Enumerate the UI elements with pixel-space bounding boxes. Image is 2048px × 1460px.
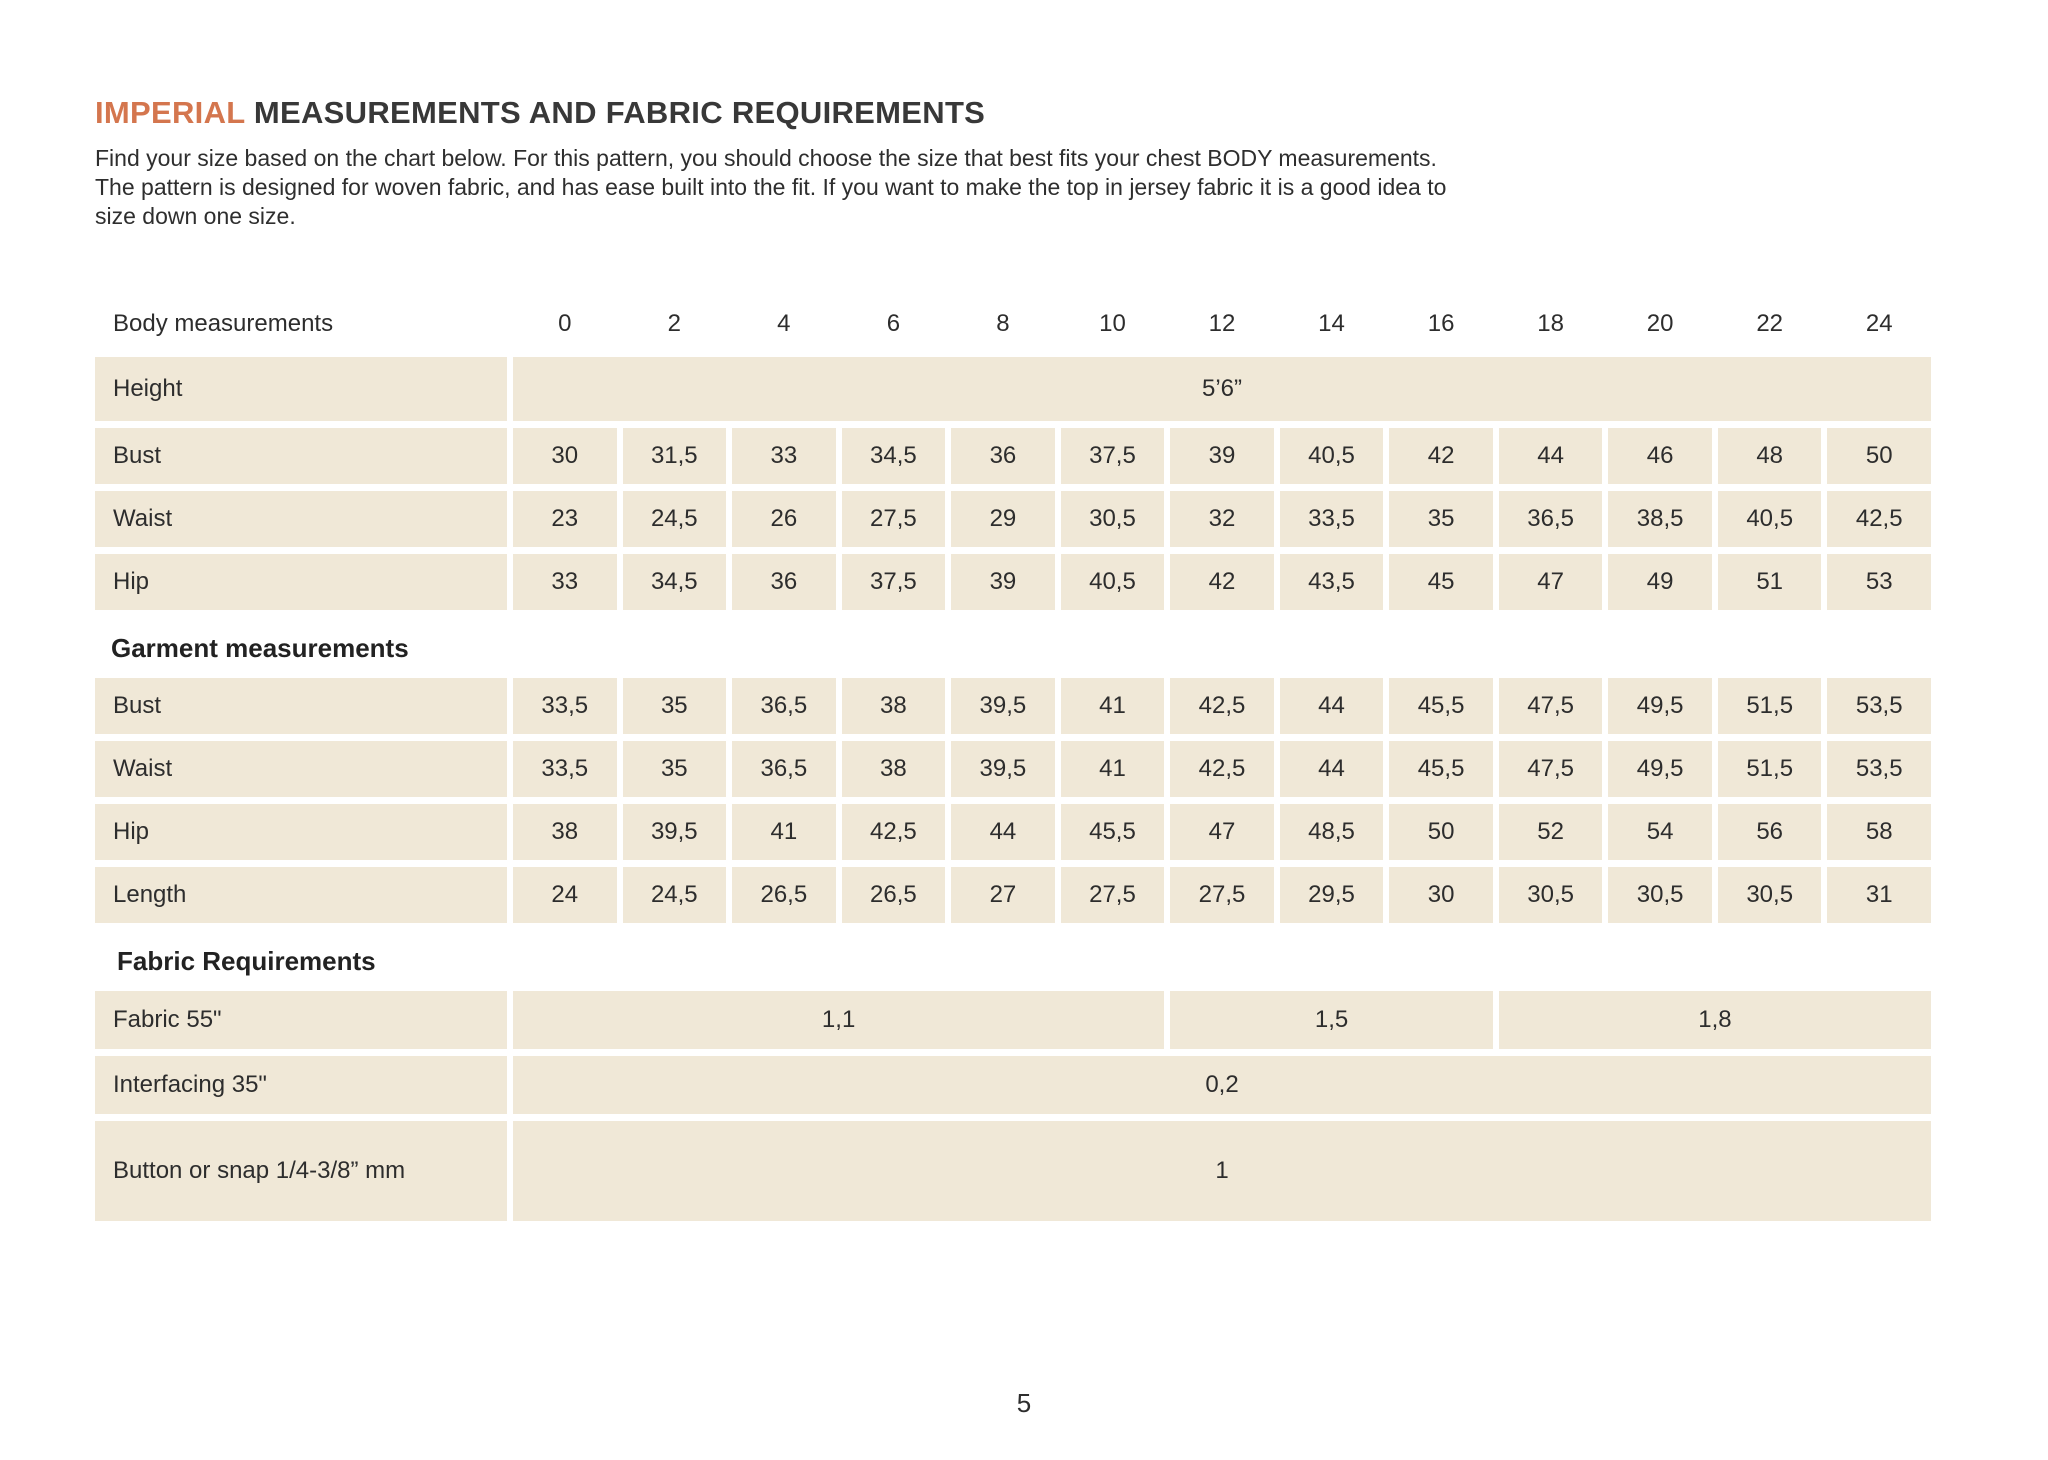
size-header-cell-text: 6 bbox=[886, 310, 901, 338]
value-cell-text: 39,5 bbox=[979, 755, 1027, 783]
value-cell-text: 39 bbox=[1208, 442, 1236, 470]
size-header-cell-text: 10 bbox=[1099, 310, 1126, 338]
value-cell bbox=[732, 428, 836, 484]
value-cell bbox=[623, 867, 727, 923]
value-cell-text: 30 bbox=[551, 442, 579, 470]
value-cell bbox=[732, 554, 836, 610]
value-cell-text: 36 bbox=[989, 442, 1017, 470]
value-cell bbox=[513, 491, 617, 547]
value-cell bbox=[1718, 491, 1822, 547]
value-cell bbox=[1061, 491, 1165, 547]
value-cell bbox=[842, 678, 946, 734]
header-label-cell bbox=[95, 303, 507, 345]
value-cell-text: 33 bbox=[770, 442, 798, 470]
value-cell-text: 53,5 bbox=[1855, 692, 1903, 720]
value-cell-text: 40,5 bbox=[1746, 505, 1794, 533]
value-cell bbox=[1827, 554, 1931, 610]
row-label-cell bbox=[95, 1121, 507, 1221]
size-header-cell bbox=[732, 303, 836, 345]
value-cell-text: 36 bbox=[770, 568, 798, 596]
value-cell bbox=[1061, 804, 1165, 860]
value-cell-text: 46 bbox=[1646, 442, 1674, 470]
size-header-cell bbox=[1389, 303, 1493, 345]
value-cell bbox=[1608, 867, 1712, 923]
value-cell-text: 24,5 bbox=[650, 881, 698, 909]
value-cell bbox=[1827, 678, 1931, 734]
value-cell-text: 31 bbox=[1865, 881, 1893, 909]
value-cell-text: 30,5 bbox=[1089, 505, 1136, 533]
value-cell bbox=[1608, 491, 1712, 547]
value-cell-text: 36,5 bbox=[1527, 505, 1574, 533]
value-cell bbox=[1061, 554, 1165, 610]
value-cell-text: 33 bbox=[551, 568, 579, 596]
value-cell bbox=[1061, 428, 1165, 484]
value-cell-text: 26 bbox=[770, 505, 798, 533]
size-header-cell bbox=[1718, 303, 1822, 345]
value-cell-text: 49 bbox=[1646, 568, 1674, 596]
value-cell bbox=[951, 678, 1055, 734]
value-cell bbox=[1061, 867, 1165, 923]
value-cell bbox=[842, 554, 946, 610]
row-label-cell-text: Bust bbox=[113, 442, 162, 470]
value-cell bbox=[1280, 678, 1384, 734]
value-cell-text: 30,5 bbox=[1636, 881, 1684, 909]
table-row-bust bbox=[95, 428, 1931, 484]
value-cell bbox=[732, 804, 836, 860]
value-cell bbox=[513, 867, 617, 923]
size-header-cell bbox=[842, 303, 946, 345]
value-cell bbox=[1170, 678, 1274, 734]
value-cell bbox=[1827, 867, 1931, 923]
value-cell bbox=[1389, 428, 1493, 484]
size-header-cell-text: 18 bbox=[1537, 310, 1564, 338]
value-cell bbox=[513, 428, 617, 484]
header-label-cell-text: Body measurements bbox=[113, 310, 334, 338]
table-row-hip bbox=[95, 554, 1931, 610]
row-label-cell-text: Hip bbox=[113, 818, 150, 846]
row-label-cell-text: Bust bbox=[113, 692, 162, 720]
value-cell bbox=[623, 804, 727, 860]
value-cell bbox=[1170, 741, 1274, 797]
value-cell-text: 27 bbox=[989, 881, 1017, 909]
value-cell bbox=[1389, 867, 1493, 923]
value-cell-text: 36,5 bbox=[760, 755, 808, 783]
value-cell-text: 34,5 bbox=[870, 442, 917, 470]
size-header-cell bbox=[1499, 303, 1603, 345]
value-cell-text: 33,5 bbox=[541, 692, 589, 720]
value-cell-text: 48,5 bbox=[1308, 818, 1355, 846]
intro-line: The pattern is designed for woven fabric, and has ease built into the fit. If you want to make the top in jersey fabric it is a good idea to bbox=[95, 174, 1447, 201]
value-cell-text: 51,5 bbox=[1746, 692, 1794, 720]
value-cell bbox=[1389, 554, 1493, 610]
value-cell-text: 47,5 bbox=[1527, 692, 1574, 720]
value-cell-text: 35 bbox=[660, 755, 688, 783]
value-cell-text: 35 bbox=[1427, 505, 1455, 533]
value-cell bbox=[1170, 554, 1274, 610]
value-cell-text: 38 bbox=[551, 818, 579, 846]
value-cell bbox=[623, 678, 727, 734]
row-label-cell-text: Button or snap 1/4-3/8” mm bbox=[113, 1156, 406, 1184]
size-header-cell-text: 24 bbox=[1865, 310, 1893, 338]
intro-line: size down one size. bbox=[95, 203, 296, 230]
value-cell bbox=[951, 804, 1055, 860]
value-cell bbox=[1827, 804, 1931, 860]
value-cell-text: 43,5 bbox=[1308, 568, 1355, 596]
value-cell bbox=[1170, 491, 1274, 547]
span-value-cell bbox=[513, 1056, 1931, 1114]
span-value-cell-text: 0,2 bbox=[1205, 1071, 1239, 1099]
value-cell bbox=[1718, 554, 1822, 610]
value-cell-text: 41 bbox=[770, 818, 798, 846]
value-cell bbox=[732, 491, 836, 547]
value-cell bbox=[1280, 741, 1384, 797]
value-cell-text: 45,5 bbox=[1417, 692, 1465, 720]
value-cell-text: 42 bbox=[1427, 442, 1455, 470]
row-label-cell-text: Waist bbox=[113, 505, 173, 533]
value-cell bbox=[513, 804, 617, 860]
value-cell bbox=[842, 491, 946, 547]
value-cell bbox=[1827, 491, 1931, 547]
value-cell-text: 42,5 bbox=[1198, 692, 1246, 720]
value-cell-text: 40,5 bbox=[1089, 568, 1136, 596]
value-cell-text: 47 bbox=[1537, 568, 1564, 596]
row-label-cell-text: Fabric 55" bbox=[113, 1006, 222, 1034]
size-header-cell-text: 12 bbox=[1208, 310, 1236, 338]
size-chart-table bbox=[95, 303, 1931, 1221]
size-header-cell-text: 2 bbox=[667, 310, 681, 338]
value-cell-text: 45 bbox=[1427, 568, 1455, 596]
value-cell-text: 40,5 bbox=[1308, 442, 1355, 470]
size-header-cell-text: 14 bbox=[1318, 310, 1345, 338]
table-row-g-bust bbox=[95, 678, 1931, 734]
table-row-height bbox=[95, 357, 1931, 421]
value-cell-text: 49,5 bbox=[1636, 755, 1684, 783]
size-header-cell-text: 0 bbox=[558, 310, 572, 338]
value-cell-text: 47,5 bbox=[1527, 755, 1574, 783]
value-cell bbox=[1608, 428, 1712, 484]
value-cell-text: 44 bbox=[1318, 755, 1345, 783]
value-cell bbox=[1608, 804, 1712, 860]
value-cell-text: 37,5 bbox=[1089, 442, 1136, 470]
value-cell-text: 41 bbox=[1099, 755, 1126, 783]
value-cell-text: 30,5 bbox=[1746, 881, 1794, 909]
size-header-cell-text: 8 bbox=[996, 310, 1010, 338]
value-cell bbox=[1827, 428, 1931, 484]
value-cell-text: 41 bbox=[1099, 692, 1126, 720]
value-cell-text: 34,5 bbox=[650, 568, 698, 596]
intro-paragraph bbox=[95, 144, 1936, 231]
value-cell bbox=[1499, 491, 1603, 547]
value-cell-text: 58 bbox=[1865, 818, 1893, 846]
page-title bbox=[95, 96, 1936, 130]
value-cell bbox=[1499, 804, 1603, 860]
span-value-cell-text: 1,1 bbox=[821, 1006, 856, 1034]
value-cell bbox=[732, 741, 836, 797]
value-cell bbox=[951, 554, 1055, 610]
row-label-cell bbox=[95, 804, 507, 860]
span-value-cell-text: 1 bbox=[1215, 1157, 1229, 1185]
value-cell bbox=[1608, 741, 1712, 797]
value-cell bbox=[1718, 678, 1822, 734]
table-row-g-hip bbox=[95, 804, 1931, 860]
span-value-cell-text: 5’6” bbox=[1201, 375, 1243, 403]
row-label-cell bbox=[95, 991, 507, 1049]
value-cell bbox=[842, 804, 946, 860]
row-label-cell bbox=[95, 867, 507, 923]
garment-section-heading bbox=[95, 617, 1931, 678]
value-cell-text: 39 bbox=[989, 568, 1017, 596]
value-cell-text: 24 bbox=[551, 881, 579, 909]
value-cell-text: 38 bbox=[880, 755, 907, 783]
fabric-section-heading bbox=[95, 930, 1931, 991]
fabric-section-heading-text: Fabric Requirements bbox=[117, 946, 376, 977]
value-cell-text: 53 bbox=[1865, 568, 1893, 596]
value-cell bbox=[951, 428, 1055, 484]
value-cell bbox=[623, 554, 727, 610]
value-cell bbox=[513, 741, 617, 797]
value-cell bbox=[623, 741, 727, 797]
garment-section-heading-text: Garment measurements bbox=[111, 633, 409, 664]
size-header-cell bbox=[623, 303, 727, 345]
intro-line: Find your size based on the chart below. For this pattern, you should choose the size that best fits your chest BODY measurements. bbox=[95, 145, 1437, 172]
span-value-cell-text: 1,5 bbox=[1314, 1006, 1349, 1034]
span-value-cell bbox=[513, 991, 1164, 1049]
value-cell-text: 29,5 bbox=[1308, 881, 1355, 909]
size-header-cell-text: 22 bbox=[1756, 310, 1784, 338]
size-header-cell bbox=[951, 303, 1055, 345]
size-header-cell-text: 16 bbox=[1427, 310, 1455, 338]
value-cell bbox=[1280, 428, 1384, 484]
value-cell bbox=[732, 867, 836, 923]
value-cell-text: 38 bbox=[880, 692, 907, 720]
value-cell-text: 44 bbox=[1318, 692, 1345, 720]
value-cell-text: 44 bbox=[1537, 442, 1564, 470]
value-cell-text: 42,5 bbox=[870, 818, 917, 846]
size-header-cell bbox=[1280, 303, 1384, 345]
value-cell-text: 45,5 bbox=[1089, 818, 1136, 846]
table-row-fabric55 bbox=[95, 991, 1931, 1049]
value-cell-text: 54 bbox=[1646, 818, 1674, 846]
value-cell bbox=[1718, 741, 1822, 797]
value-cell bbox=[732, 678, 836, 734]
value-cell bbox=[1170, 428, 1274, 484]
value-cell-text: 47 bbox=[1208, 818, 1236, 846]
row-label-cell bbox=[95, 554, 507, 610]
value-cell bbox=[951, 491, 1055, 547]
value-cell bbox=[1061, 741, 1165, 797]
value-cell bbox=[1827, 741, 1931, 797]
value-cell bbox=[1499, 678, 1603, 734]
row-label-cell-text: Waist bbox=[113, 755, 173, 783]
table-row-waist bbox=[95, 491, 1931, 547]
span-value-cell bbox=[1170, 991, 1493, 1049]
value-cell bbox=[842, 867, 946, 923]
value-cell-text: 26,5 bbox=[870, 881, 917, 909]
value-cell-text: 38,5 bbox=[1636, 505, 1684, 533]
value-cell bbox=[1499, 554, 1603, 610]
row-label-cell bbox=[95, 1056, 507, 1114]
value-cell-text: 23 bbox=[551, 505, 579, 533]
table-header-row bbox=[95, 303, 1931, 345]
value-cell-text: 35 bbox=[660, 692, 688, 720]
value-cell bbox=[623, 428, 727, 484]
value-cell-text: 42,5 bbox=[1198, 755, 1246, 783]
table-row-g-length bbox=[95, 867, 1931, 923]
size-header-cell-text: 20 bbox=[1646, 310, 1674, 338]
row-label-cell bbox=[95, 491, 507, 547]
row-label-cell-text: Interfacing 35" bbox=[113, 1071, 267, 1099]
row-label-cell bbox=[95, 357, 507, 421]
size-header-cell-text: 4 bbox=[777, 310, 791, 338]
table-row-g-waist bbox=[95, 741, 1931, 797]
value-cell bbox=[1389, 491, 1493, 547]
value-cell-text: 56 bbox=[1756, 818, 1784, 846]
value-cell-text: 24,5 bbox=[650, 505, 698, 533]
value-cell bbox=[1170, 867, 1274, 923]
size-header-cell bbox=[1170, 303, 1274, 345]
value-cell-text: 52 bbox=[1537, 818, 1564, 846]
value-cell bbox=[1608, 678, 1712, 734]
value-cell-text: 42 bbox=[1208, 568, 1236, 596]
size-header-cell bbox=[1827, 303, 1931, 345]
value-cell-text: 29 bbox=[989, 505, 1017, 533]
value-cell bbox=[1280, 491, 1384, 547]
value-cell bbox=[1718, 867, 1822, 923]
value-cell-text: 31,5 bbox=[650, 442, 698, 470]
value-cell bbox=[1499, 428, 1603, 484]
value-cell-text: 33,5 bbox=[541, 755, 589, 783]
table-row-interfacing bbox=[95, 1056, 1931, 1114]
value-cell bbox=[951, 867, 1055, 923]
row-label-cell bbox=[95, 741, 507, 797]
value-cell-text: 50 bbox=[1865, 442, 1893, 470]
value-cell-text: 39,5 bbox=[979, 692, 1027, 720]
size-header-cell bbox=[1608, 303, 1712, 345]
value-cell-text: 51 bbox=[1756, 568, 1784, 596]
value-cell-text: 30 bbox=[1427, 881, 1455, 909]
row-label-cell-text: Length bbox=[113, 881, 187, 909]
value-cell bbox=[513, 678, 617, 734]
value-cell bbox=[1170, 804, 1274, 860]
value-cell bbox=[513, 554, 617, 610]
value-cell bbox=[1499, 741, 1603, 797]
size-header-cell bbox=[513, 303, 617, 345]
value-cell-text: 42,5 bbox=[1855, 505, 1903, 533]
value-cell bbox=[842, 428, 946, 484]
span-value-cell bbox=[513, 357, 1931, 421]
value-cell bbox=[1280, 867, 1384, 923]
page-title-highlight: IMPERIAL bbox=[95, 95, 245, 130]
value-cell-text: 30,5 bbox=[1527, 881, 1574, 909]
page-number: 5 bbox=[1016, 1388, 1032, 1418]
value-cell bbox=[623, 491, 727, 547]
table-row-button bbox=[95, 1121, 1931, 1221]
value-cell-text: 50 bbox=[1427, 818, 1455, 846]
value-cell-text: 27,5 bbox=[1089, 881, 1136, 909]
value-cell bbox=[1718, 804, 1822, 860]
row-label-cell bbox=[95, 678, 507, 734]
value-cell-text: 39,5 bbox=[650, 818, 698, 846]
value-cell bbox=[1280, 804, 1384, 860]
value-cell-text: 27,5 bbox=[870, 505, 917, 533]
value-cell-text: 49,5 bbox=[1636, 692, 1684, 720]
value-cell bbox=[1389, 741, 1493, 797]
value-cell bbox=[1608, 554, 1712, 610]
value-cell-text: 32 bbox=[1208, 505, 1236, 533]
value-cell-text: 26,5 bbox=[760, 881, 808, 909]
value-cell-text: 44 bbox=[989, 818, 1017, 846]
value-cell-text: 51,5 bbox=[1746, 755, 1794, 783]
row-label-cell-text: Height bbox=[113, 375, 183, 403]
value-cell bbox=[1499, 867, 1603, 923]
value-cell bbox=[1061, 678, 1165, 734]
value-cell bbox=[1718, 428, 1822, 484]
value-cell-text: 37,5 bbox=[870, 568, 917, 596]
span-value-cell-text: 1,8 bbox=[1698, 1006, 1732, 1034]
value-cell-text: 48 bbox=[1756, 442, 1784, 470]
value-cell-text: 27,5 bbox=[1198, 881, 1246, 909]
size-header-cell bbox=[1061, 303, 1165, 345]
value-cell-text: 36,5 bbox=[760, 692, 808, 720]
row-label-cell-text: Hip bbox=[113, 568, 150, 596]
span-value-cell bbox=[1499, 991, 1931, 1049]
value-cell bbox=[1389, 678, 1493, 734]
span-value-cell bbox=[513, 1121, 1931, 1221]
value-cell bbox=[842, 741, 946, 797]
page-title-rest: MEASUREMENTS AND FABRIC REQUIREMENTS bbox=[244, 95, 986, 130]
row-label-cell bbox=[95, 428, 507, 484]
value-cell-text: 53,5 bbox=[1855, 755, 1903, 783]
value-cell bbox=[1280, 554, 1384, 610]
value-cell-text: 45,5 bbox=[1417, 755, 1465, 783]
value-cell bbox=[951, 741, 1055, 797]
value-cell-text: 33,5 bbox=[1308, 505, 1355, 533]
value-cell bbox=[1389, 804, 1493, 860]
